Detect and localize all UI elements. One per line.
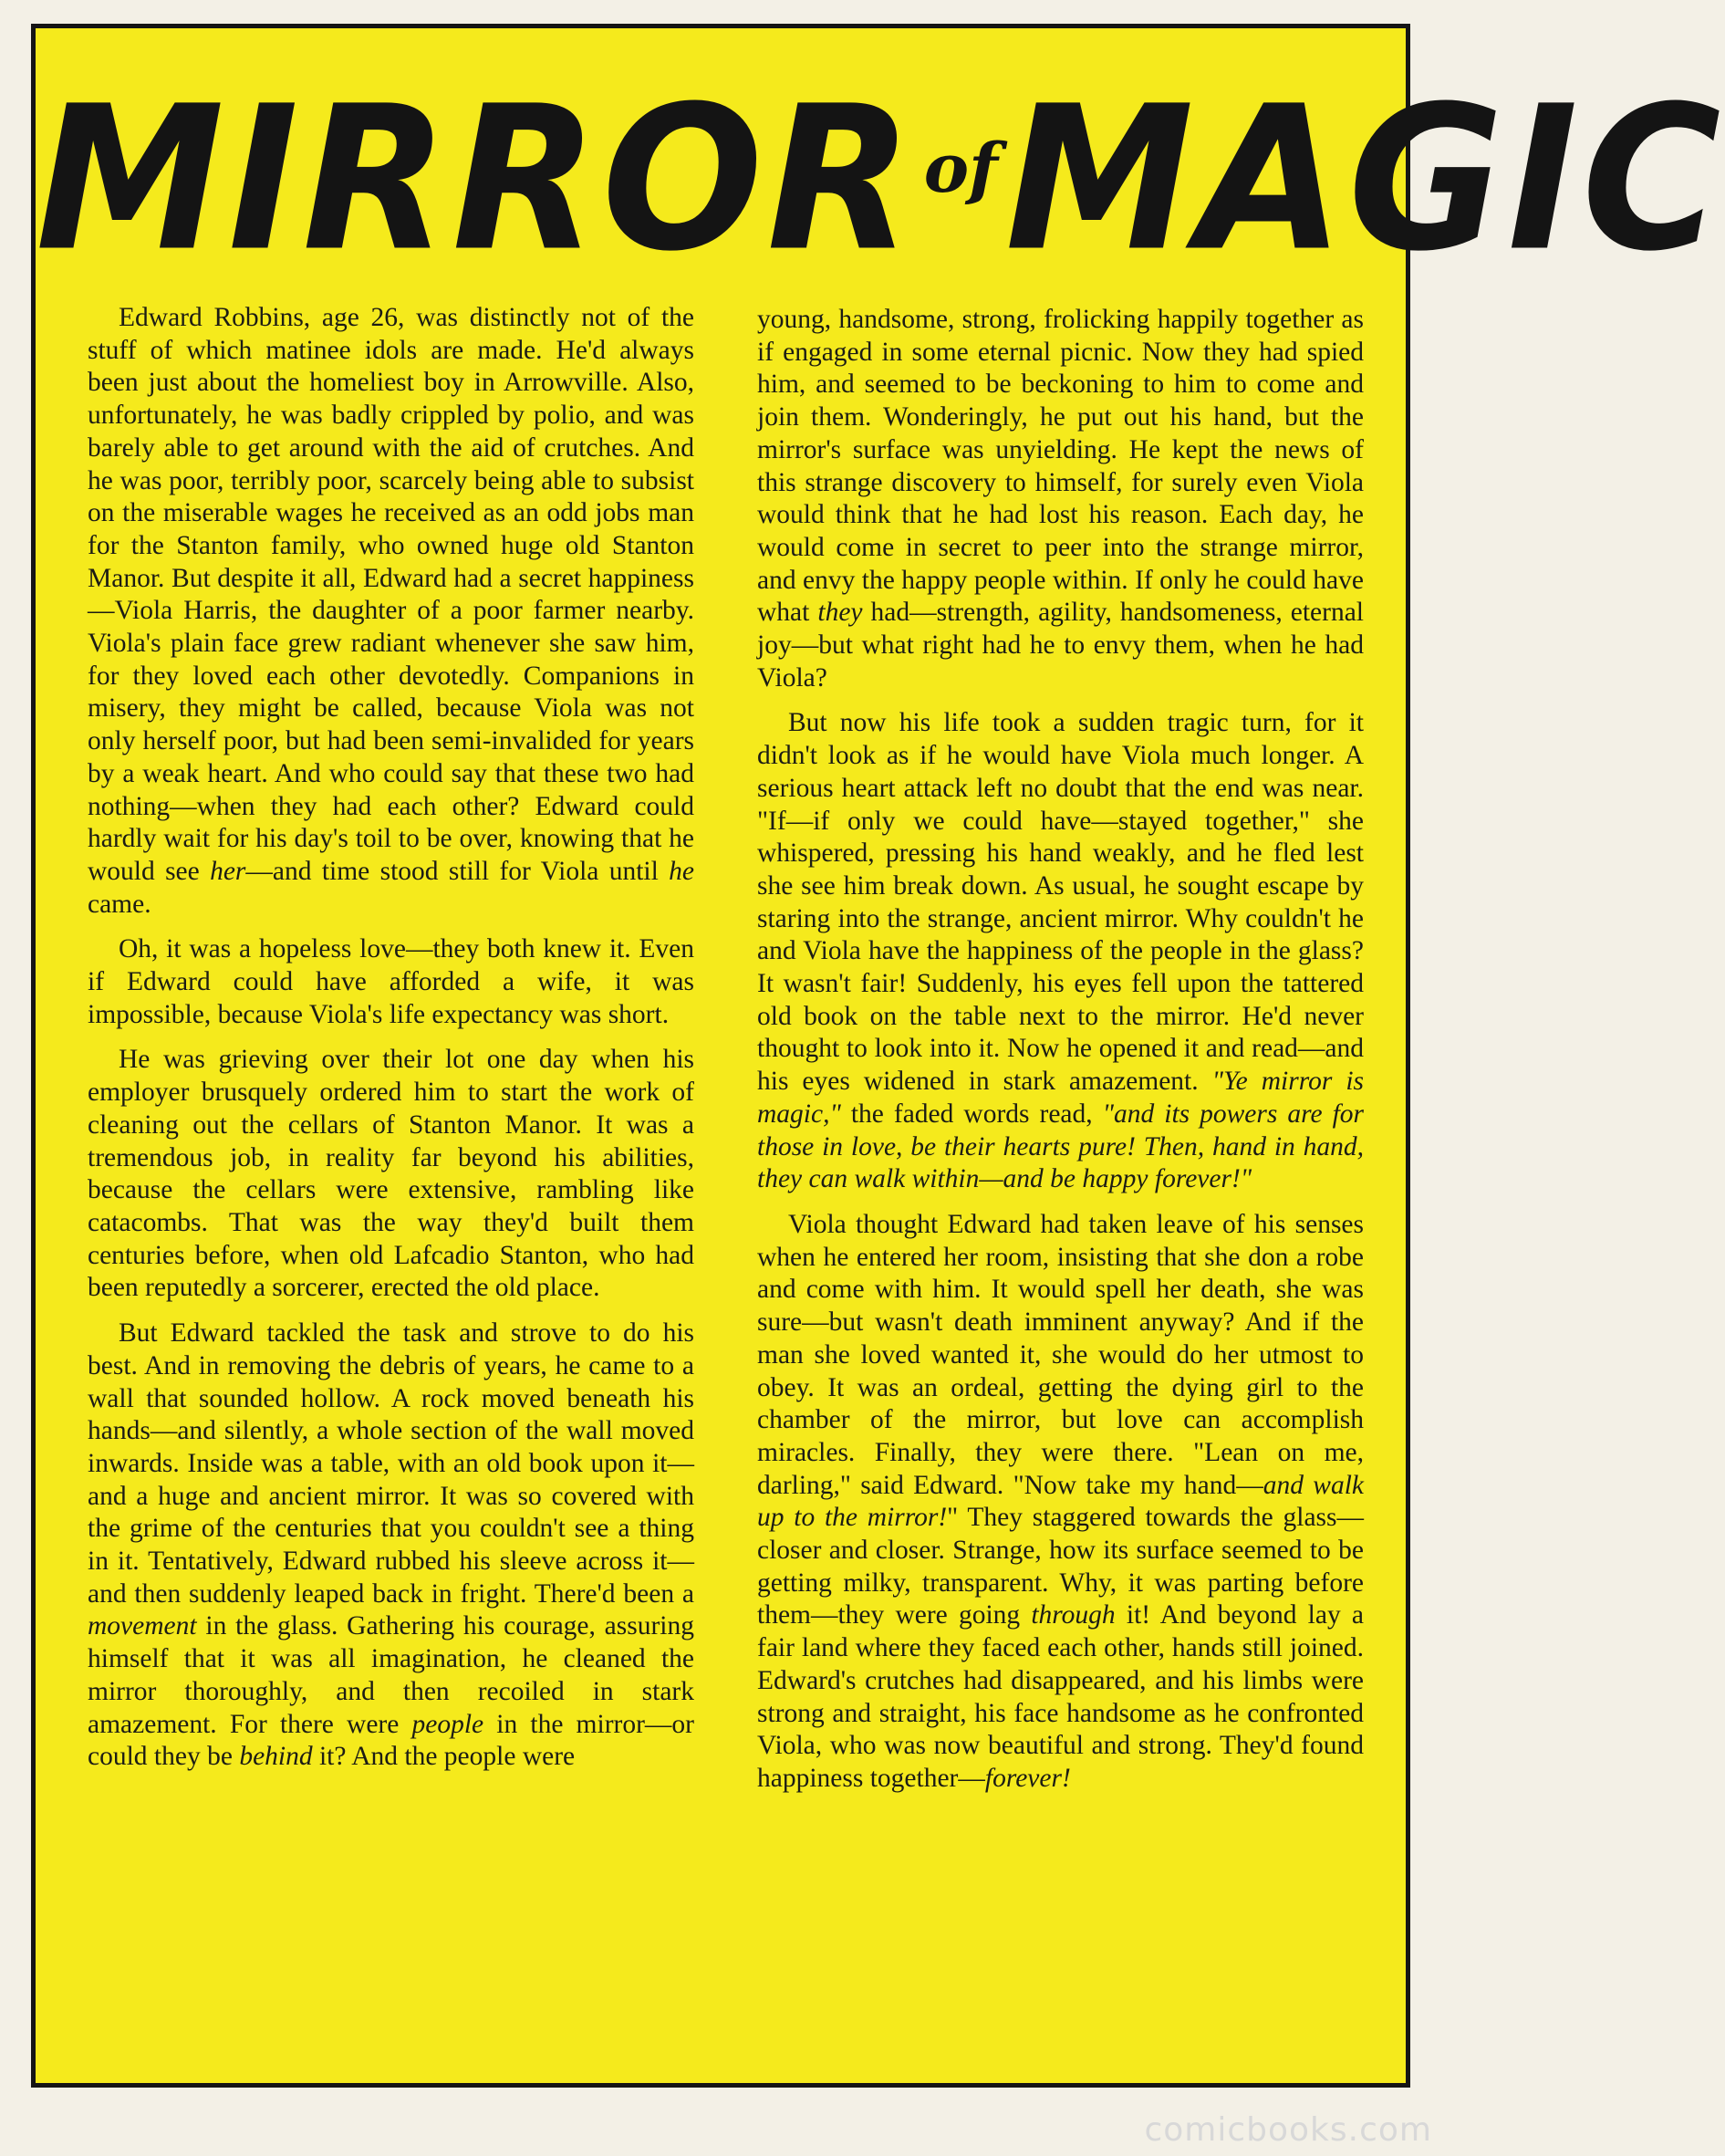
- paragraph: He was grieving over their lot one day when his employer brusquely ordered him to start the work of cleaning out the cellars of Stanton Manor. It was a tremendous job, in reality far beyond his abilities, because the cellars were extensive, rambling like catacombs. That was the way they'd built them centuries before, when old Lafcadio Stanton, who had been reputedly a sorcerer, erected the old place.: [88, 1045, 694, 1303]
- title-word-magic: MAGIC: [1004, 63, 1725, 297]
- left-text-column: [88, 302, 694, 2067]
- paragraph: Edward Robbins, age 26, was distinctly not of the stuff of which matinee idols are made. He'd always been just about the homeliest boy in Arrowville. Also, unfortunately, he was badly crippled by polio, and was barely able to get around with the aid of crutches. And he was poor, terribly poor, scarcely being able to subsist on the miserable wages he received as an odd jobs man for the Stanton family, who owned huge old Stanton Manor. But despite it all, Edward had a secret happiness—Viola Harris, the daughter of a poor farmer nearby. Viola's plain face grew radiant whenever she saw him, for they loved each other devotedly. Companions in misery, they might be called, because Viola was not only herself poor, but had been semi-invalided for years by a weak heart. And who could say that these two had nothing—when they had each other? Edward could hardly wait for his day's toil to be over, knowing that he would see her—and time stood still for Viola until he came.: [88, 303, 694, 919]
- watermark: comicbooks.com: [1144, 2111, 1432, 2149]
- paragraph: But now his life took a sudden tragic turn, for it didn't look as if he would have Viola much longer. A serious heart attack left no doubt that the end was near. "If—if only we could have—stayed together," she whispered, pressing his hand weakly, and he fled lest she see him break down. As usual, he sought escape by staring into the strange, ancient mirror. Why couldn't he and Viola have the happiness of the people in the glass? It wasn't fair! Suddenly, his eyes fell upon the tattered old book on the table next to the mirror. He'd never thought to look into it. Now he opened it and read—and his eyes widened in stark amazement. "Ye mirror is magic," the faded words read, "and its powers are for those in love, be their hearts pure! Then, hand in hand, they can walk within—and be happy forever!": [757, 708, 1364, 1194]
- story-panel: [31, 24, 1725, 2088]
- paragraph: But Edward tackled the task and strove to do his best. And in removing the debris of years, he came to a wall that sounded hollow. A rock moved beneath his hands—and silently, a whole section of the wall moved inwards. Inside was a table, with an old book upon it—and a huge and ancient mirror. It was so covered with the grime of the centuries that you couldn't see a thing in it. Tentatively, Edward rubbed his sleeve across it—and then suddenly leaped back in fright. There'd been a movement in the glass. Gathering his courage, assuring himself that it was all imagination, he cleaned the mirror thoroughly, and then recoiled in stark amazement. For there were people in the mirror—or could they be behind it? And the people were: [88, 1318, 694, 1772]
- title-word-of: of: [923, 130, 998, 208]
- right-text-column: [757, 304, 1364, 2069]
- title-word-mirror: MIRROR: [36, 63, 917, 297]
- story-title: [36, 63, 1725, 297]
- paragraph: Viola thought Edward had taken leave of his senses when he entered her room, insisting that she don a robe and come with him. It would spell her death, she was sure—but wasn't death imminent anyway? And if the man she loved wanted it, she would do her utmost to obey. It was an ordeal, getting the dying girl to the chamber of the mirror, but love can accomplish miracles. Finally, they were there. "Lean on me, darling," said Edward. "Now take my hand—and walk up to the mirror!" They staggered towards the glass—closer and closer. Strange, how its surface seemed to be getting milky, transparent. Why, it was parting before them—they were going through it! And beyond lay a fair land where they faced each other, hands still joined. Edward's crutches had disappeared, and his limbs were strong and straight, his face handsome as he confronted Viola, who was now beautiful and strong. They'd found happiness together—forever!: [757, 1209, 1365, 1793]
- paragraph: Oh, it was a hopeless love—they both knew it. Even if Edward could have afforded a wife, it was impossible, because Viola's life expectancy was short.: [88, 934, 694, 1029]
- paragraph: young, handsome, strong, frolicking happily together as if engaged in some eternal picnic. Now they had spied him, and seemed to be beckoning to him to come and join them. Wonderingly, he put out his hand, but the mirror's surface was unyielding. He kept the news of this strange discovery to himself, for surely even Viola would think that he had lost his reason. Each day, he would come in secret to peer into the strange mirror, and envy the happy people within. If only he could have what they had—strength, agility, handsomeness, eternal joy—but what right had he to envy them, when he had Viola?: [757, 305, 1364, 693]
